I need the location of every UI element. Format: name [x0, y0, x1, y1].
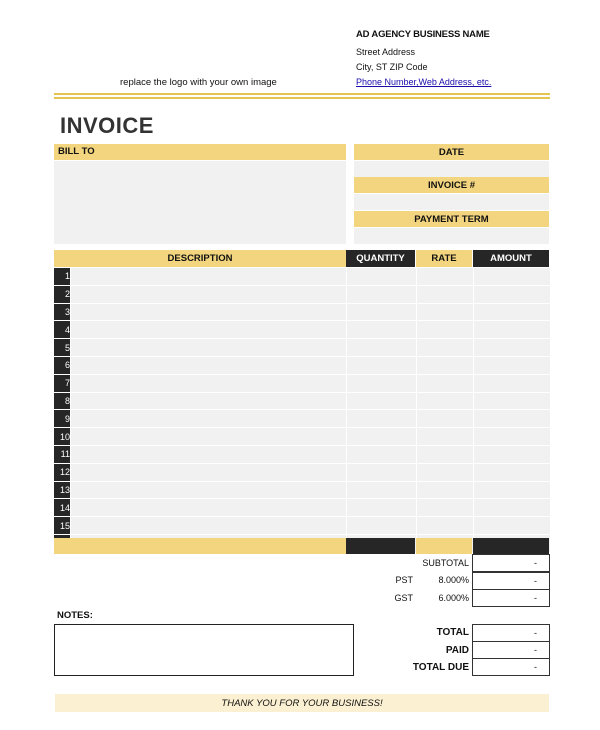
table-row [54, 428, 550, 446]
row-description-cell[interactable] [71, 445, 347, 463]
pst-value[interactable]: - [472, 572, 550, 590]
column-amount [473, 250, 549, 267]
row-rate-cell[interactable] [417, 428, 474, 446]
column-quantity [346, 250, 415, 267]
footer-bar-quantity [346, 538, 415, 554]
table-row [54, 463, 550, 481]
row-quantity-cell[interactable] [347, 499, 417, 517]
row-rate-cell[interactable] [417, 321, 474, 339]
row-quantity-cell[interactable] [347, 303, 417, 321]
bill-to-label: BILL TO [58, 146, 95, 157]
column-description [54, 250, 346, 267]
row-number: 10 [54, 428, 71, 446]
invoice-number-field[interactable] [354, 194, 549, 210]
row-description-cell[interactable] [71, 321, 347, 339]
row-amount-cell[interactable] [474, 481, 551, 499]
date-header [354, 144, 549, 160]
row-quantity-cell[interactable] [347, 356, 417, 374]
notes-field[interactable] [54, 624, 354, 676]
bill-to-field[interactable] [54, 161, 346, 244]
items-table [54, 268, 550, 553]
row-description-cell[interactable] [71, 481, 347, 499]
row-description-cell[interactable] [71, 285, 347, 303]
row-description-cell[interactable] [71, 339, 347, 357]
row-rate-cell[interactable] [417, 303, 474, 321]
row-quantity-cell[interactable] [347, 481, 417, 499]
row-amount-cell[interactable] [474, 463, 551, 481]
row-description-cell[interactable] [71, 268, 347, 285]
date-label: DATE [438, 146, 465, 158]
column-rate-label: RATE [431, 253, 457, 264]
row-amount-cell[interactable] [474, 321, 551, 339]
total-due-label: TOTAL DUE [412, 662, 469, 673]
column-rate [416, 250, 472, 267]
bill-to-header [54, 144, 346, 160]
pst-label: PST [395, 575, 413, 585]
company-city: City, ST ZIP Code [356, 62, 428, 72]
notes-label: NOTES: [57, 610, 93, 621]
row-description-cell[interactable] [71, 356, 347, 374]
row-amount-cell[interactable] [474, 339, 551, 357]
total-value[interactable]: - [472, 624, 550, 642]
table-row [54, 303, 550, 321]
table-row [54, 374, 550, 392]
table-row [54, 356, 550, 374]
row-number: 6 [54, 356, 71, 374]
table-row [54, 339, 550, 357]
company-street: Street Address [356, 47, 416, 57]
table-row [54, 392, 550, 410]
subtotal-label: SUBTOTAL [422, 558, 469, 568]
row-number: 15 [54, 517, 71, 535]
row-quantity-cell[interactable] [347, 339, 417, 357]
row-description-cell[interactable] [71, 392, 347, 410]
table-row [54, 481, 550, 499]
row-rate-cell[interactable] [417, 285, 474, 303]
row-description-cell[interactable] [71, 499, 347, 517]
row-quantity-cell[interactable] [347, 268, 417, 285]
row-amount-cell[interactable] [474, 428, 551, 446]
row-quantity-cell[interactable] [347, 428, 417, 446]
row-number: 4 [54, 321, 71, 339]
row-amount-cell[interactable] [474, 303, 551, 321]
row-number: 1 [54, 268, 71, 285]
row-quantity-cell[interactable] [347, 463, 417, 481]
table-row [54, 410, 550, 428]
row-amount-cell[interactable] [474, 392, 551, 410]
row-amount-cell[interactable] [474, 445, 551, 463]
logo-placeholder: replace the logo with your own image [120, 77, 277, 88]
row-rate-cell[interactable] [417, 517, 474, 535]
row-rate-cell[interactable] [417, 410, 474, 428]
paid-value[interactable]: - [472, 641, 550, 659]
row-quantity-cell[interactable] [347, 445, 417, 463]
payment-term-label: PAYMENT TERM [414, 213, 489, 225]
column-quantity-label: QUANTITY [356, 253, 405, 264]
row-number: 3 [54, 303, 71, 321]
row-rate-cell[interactable] [417, 445, 474, 463]
table-row [54, 268, 550, 285]
paid-label: PAID [445, 645, 469, 656]
row-amount-cell[interactable] [474, 499, 551, 517]
pst-rate[interactable]: 8.000% [438, 575, 469, 585]
row-number: 11 [54, 445, 71, 463]
total-label: TOTAL [436, 627, 469, 638]
footer-bar-description [54, 538, 346, 554]
row-number: 9 [54, 410, 71, 428]
gst-rate[interactable]: 6.000% [438, 593, 469, 603]
row-rate-cell[interactable] [417, 356, 474, 374]
footer-bar-amount [473, 538, 549, 554]
thank-you-banner [55, 694, 549, 712]
invoice-number-label: INVOICE # [428, 179, 475, 191]
payment-term-field[interactable] [354, 228, 549, 244]
column-description-label: DESCRIPTION [167, 253, 233, 264]
gst-label: GST [394, 593, 413, 603]
row-rate-cell[interactable] [417, 374, 474, 392]
company-contact-link[interactable]: Phone Number,Web Address, etc. [356, 77, 492, 87]
row-amount-cell[interactable] [474, 285, 551, 303]
table-row [54, 517, 550, 535]
row-quantity-cell[interactable] [347, 392, 417, 410]
column-amount-label: AMOUNT [490, 253, 532, 264]
row-description-cell[interactable] [71, 517, 347, 535]
row-number: 14 [54, 499, 71, 517]
row-rate-cell[interactable] [417, 268, 474, 285]
row-number: 8 [54, 392, 71, 410]
row-description-cell[interactable] [71, 410, 347, 428]
table-row [54, 499, 550, 517]
row-amount-cell[interactable] [474, 356, 551, 374]
payment-term-header [354, 211, 549, 227]
row-rate-cell[interactable] [417, 392, 474, 410]
row-quantity-cell[interactable] [347, 517, 417, 535]
subtotal-value[interactable]: - [472, 554, 550, 572]
row-quantity-cell[interactable] [347, 285, 417, 303]
table-row [54, 321, 550, 339]
table-row [54, 445, 550, 463]
row-quantity-cell[interactable] [347, 321, 417, 339]
invoice-number-header [354, 177, 549, 193]
row-number: 5 [54, 339, 71, 357]
row-amount-cell[interactable] [474, 268, 551, 285]
row-quantity-cell[interactable] [347, 374, 417, 392]
row-amount-cell[interactable] [474, 517, 551, 535]
divider-top [54, 93, 550, 95]
table-row [54, 285, 550, 303]
row-description-cell[interactable] [71, 428, 347, 446]
gst-value[interactable]: - [472, 589, 550, 607]
row-description-cell[interactable] [71, 303, 347, 321]
row-amount-cell[interactable] [474, 410, 551, 428]
date-field[interactable] [354, 161, 549, 177]
row-number: 7 [54, 374, 71, 392]
row-number: 2 [54, 285, 71, 303]
row-description-cell[interactable] [71, 463, 347, 481]
row-number: 13 [54, 481, 71, 499]
row-amount-cell[interactable] [474, 374, 551, 392]
company-name: AD AGENCY BUSINESS NAME [356, 29, 490, 40]
row-rate-cell[interactable] [417, 499, 474, 517]
footer-bar-rate [416, 538, 472, 554]
row-quantity-cell[interactable] [347, 410, 417, 428]
divider-bottom [54, 97, 550, 99]
total-due-value[interactable]: - [472, 658, 550, 676]
row-description-cell[interactable] [71, 374, 347, 392]
row-number: 12 [54, 463, 71, 481]
row-rate-cell[interactable] [417, 463, 474, 481]
row-rate-cell[interactable] [417, 481, 474, 499]
row-rate-cell[interactable] [417, 339, 474, 357]
invoice-title: INVOICE [60, 113, 154, 138]
thank-you-text: THANK YOU FOR YOUR BUSINESS! [221, 697, 383, 709]
